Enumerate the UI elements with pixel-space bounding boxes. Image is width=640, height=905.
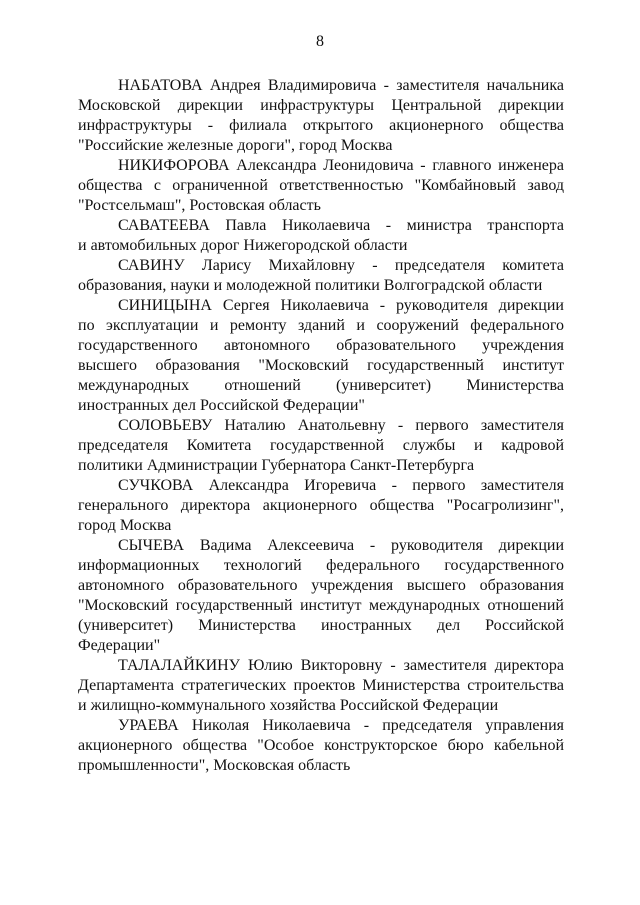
text-line: по эксплуатации и ремонту зданий и сооружений федерального — [78, 317, 564, 334]
text-line: акционерного общества "Особое конструкторское бюро кабельной — [78, 737, 564, 754]
list-item — [78, 76, 564, 156]
list-item — [78, 476, 564, 536]
list-item — [78, 156, 564, 216]
text-line: и автомобильных дорог Нижегородской области — [78, 237, 408, 254]
text-line: государственного автономного образовательного учреждения — [78, 337, 564, 354]
text-line: СЫЧЕВА Вадима Алексеевича - руководителя дирекции — [118, 537, 564, 554]
text-line: НИКИФОРОВА Александра Леонидовича - главного инженера — [118, 157, 564, 174]
text-line: "Российские железные дороги", город Москва — [78, 137, 393, 154]
text-line: САВАТЕЕВА Павла Николаевича - министра транспорта — [118, 217, 564, 234]
text-line: промышленности", Московская область — [78, 757, 351, 774]
text-line: общества с ограниченной ответственностью "Комбайновый завод — [78, 177, 564, 194]
list-item — [78, 296, 564, 416]
text-line: политики Администрации Губернатора Санкт-Петербурга — [78, 457, 475, 474]
list-item — [78, 536, 564, 656]
list-item — [78, 216, 564, 256]
text-line: образования, науки и молодежной политики Волгоградской области — [78, 277, 543, 294]
list-item — [78, 716, 564, 776]
list-item — [78, 256, 564, 296]
text-line: высшего образования "Московский государственный институт — [78, 357, 564, 374]
text-line: САВИНУ Ларису Михайловну - председателя комитета — [118, 257, 564, 274]
text-line: Федерации" — [78, 637, 161, 654]
text-line: ТАЛАЛАЙКИНУ Юлию Викторовну - заместителя директора — [118, 657, 564, 674]
text-line: и жилищно-коммунального хозяйства Российской Федерации — [78, 697, 499, 714]
text-line: город Москва — [78, 517, 172, 534]
text-line: "Московский государственный институт международных отношений — [78, 597, 564, 614]
text-line: УРАЕВА Николая Николаевича - председателя управления — [118, 717, 564, 734]
text-line: (университет) Министерства иностранных дел Российской — [78, 617, 564, 634]
list-item — [78, 656, 564, 716]
text-line: "Ростсельмаш", Ростовская область — [78, 197, 321, 214]
text-line: международных отношений (университет) Министерства — [78, 377, 564, 394]
text-line: СОЛОВЬЕВУ Наталию Анатольевну - первого заместителя — [118, 417, 564, 434]
text-line: иностранных дел Российской Федерации" — [78, 397, 365, 414]
page-number: 8 — [316, 33, 324, 50]
text-line: Департамента стратегических проектов Министерства строительства — [78, 677, 564, 694]
text-line: СУЧКОВА Александра Игоревича - первого заместителя — [118, 477, 564, 494]
text-line: генерального директора акционерного общества "Росагролизинг", — [78, 497, 564, 514]
text-line: Московской дирекции инфраструктуры Центральной дирекции — [78, 97, 564, 114]
text-line: НАБАТОВА Андрея Владимировича - заместителя начальника — [118, 77, 564, 94]
text-line: инфраструктуры - филиала открытого акционерного общества — [78, 117, 564, 134]
text-line: председателя Комитета государственной службы и кадровой — [78, 437, 564, 454]
list-item — [78, 416, 564, 476]
text-line: информационных технологий федерального государственного — [78, 557, 564, 574]
text-line: автономного образовательного учреждения высшего образования — [78, 577, 564, 594]
awardee-list — [78, 76, 564, 776]
text-line: СИНИЦЫНА Сергея Николаевича - руководителя дирекции — [118, 297, 564, 314]
